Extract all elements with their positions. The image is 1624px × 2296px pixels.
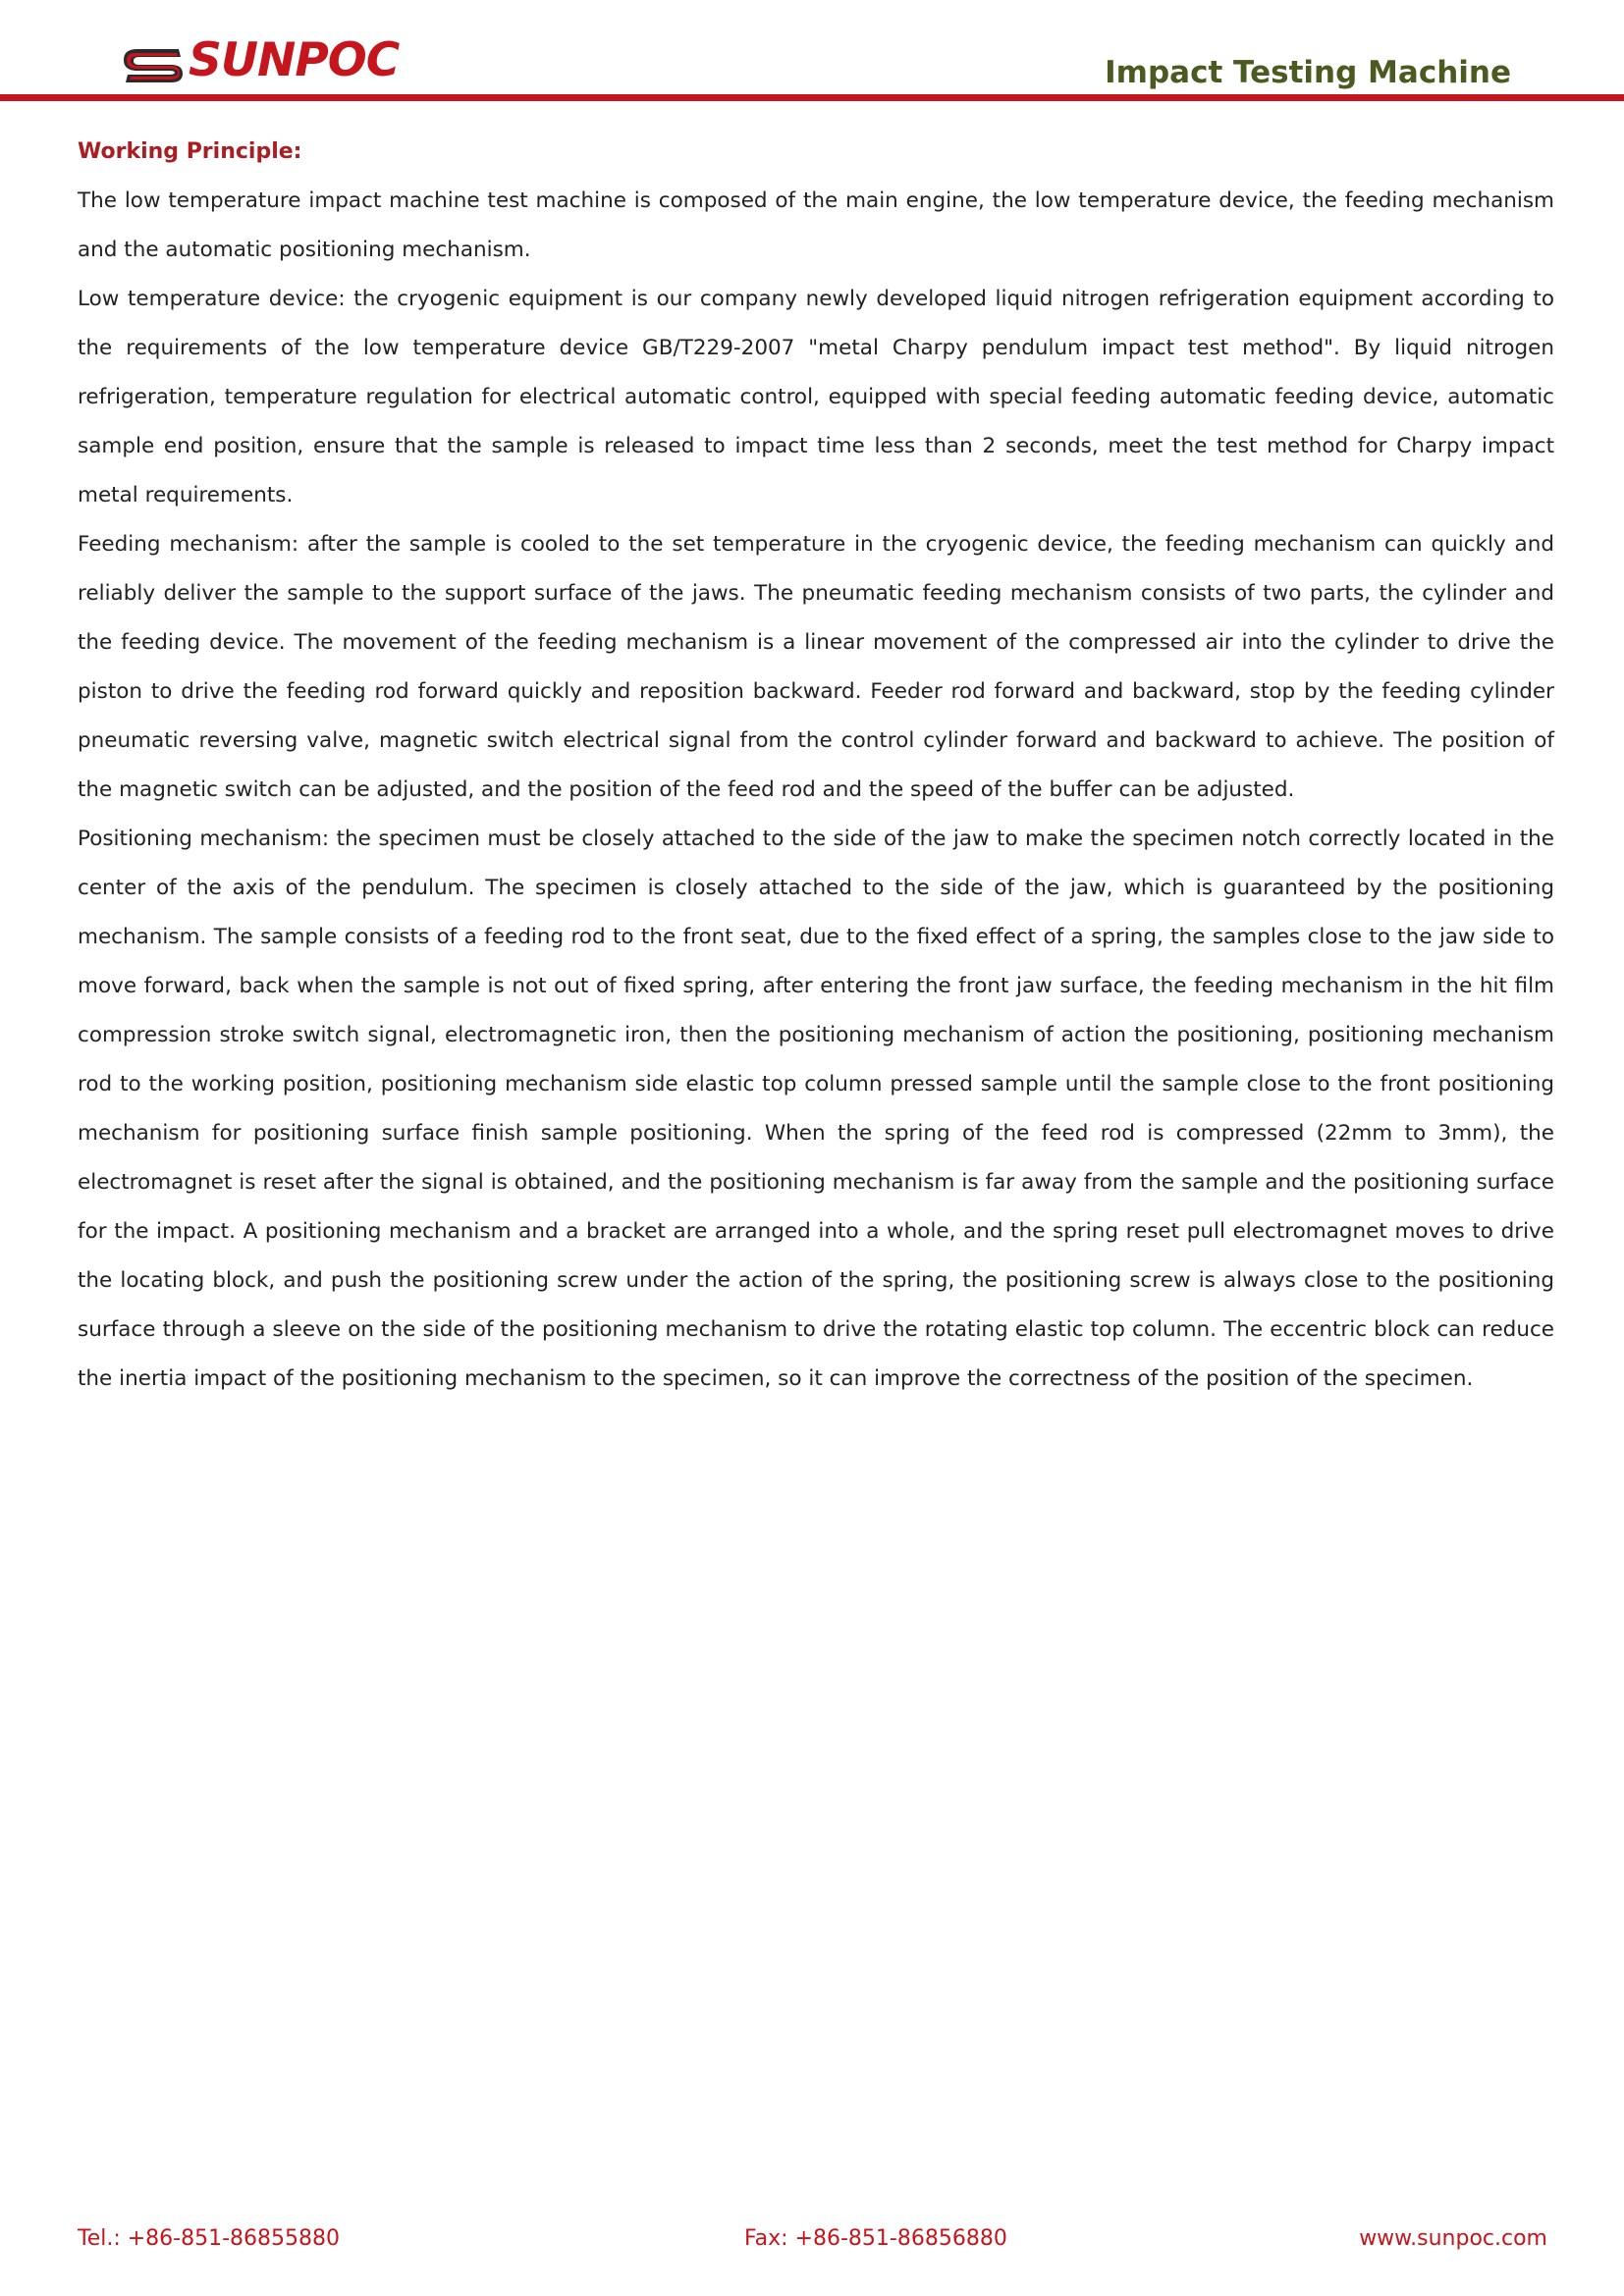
brand-name: SUNPOC (189, 33, 400, 87)
paragraph-feeding-mechanism: Feeding mechanism: after the sample is cooled to the set temperature in the cryogenic device, the feeding mechanism can quickly and reliably deliver the sample to the support surface of the jaws. The pneumatic feeding mechanism consists of two parts, the cylinder and the feeding device. The movement of the feeding mechanism is a linear movement of the compressed air into the cylinder to drive the piston to drive the feeding rod forward quickly and reposition backward. Feeder rod forward and backward, stop by the feeding cylinder pneumatic reversing valve, magnetic switch electrical signal from the control cylinder forward and backward to achieve. The position of the magnetic switch can be adjusted, and the position of the feed rod and the speed of the buffer can be adjusted. (78, 532, 1554, 802)
paragraph-low-temperature-device: Low temperature device: the cryogenic equipment is our company newly developed liquid nitrogen refrigeration equipment according to the requirements of the low temperature device GB/T229-2007 "metal Charpy pendulum impact test method". By liquid nitrogen refrigeration, temperature regulation for electrical automatic control, equipped with special feeding automatic feeding device, automatic sample end position, ensure that the sample is released to impact time less than 2 seconds, meet the test method for Charpy impact metal requirements. (78, 287, 1554, 507)
page-footer (78, 2226, 1547, 2266)
main-content (78, 128, 1554, 1404)
header-divider (0, 94, 1624, 101)
page-header (0, 0, 1624, 108)
logo-s-mark-icon (122, 43, 187, 86)
footer-fax: Fax: +86-851-86856880 (744, 2226, 1007, 2251)
sunpoc-logo (122, 33, 400, 90)
document-title: Impact Testing Machine (1105, 55, 1511, 90)
paragraph-intro: The low temperature impact machine test machine is composed of the main engine, the low temperature device, the feeding mechanism and the automatic positioning mechanism. (78, 188, 1554, 262)
paragraph-positioning-mechanism: Positioning mechanism: the specimen must be closely attached to the side of the jaw to make the specimen notch correctly located in the center of the axis of the pendulum. The specimen is closely attached to the side of the jaw, which is guaranteed by the positioning mechanism. The sample consists of a feeding rod to the front seat, due to the fixed effect of a spring, the samples close to the jaw side to move forward, back when the sample is not out of fixed spring, after entering the front jaw surface, the feeding mechanism in the hit film compression stroke switch signal, electromagnetic iron, then the positioning mechanism of action the positioning, positioning mechanism rod to the working position, positioning mechanism side elastic top column pressed sample until the sample close to the front positioning mechanism for positioning surface finish sample positioning. When the spring of the feed rod is compressed (22mm to 3mm), the electromagnet is reset after the signal is obtained, and the positioning mechanism is far away from the sample and the positioning surface for the impact. A positioning mechanism and a bracket are arranged into a whole, and the spring reset pull electromagnet moves to drive the locating block, and push the positioning screw under the action of the spring, the positioning screw is always close to the positioning surface through a sleeve on the side of the positioning mechanism to drive the rotating elastic top column. The eccentric block can reduce the inertia impact of the positioning mechanism to the specimen, so it can improve the correctness of the position of the specimen. (78, 827, 1554, 1391)
section-heading: Working Principle: (78, 139, 302, 164)
footer-telephone: Tel.: +86-851-86855880 (78, 2226, 341, 2251)
footer-website-link[interactable]: www.sunpoc.com (1359, 2226, 1547, 2251)
